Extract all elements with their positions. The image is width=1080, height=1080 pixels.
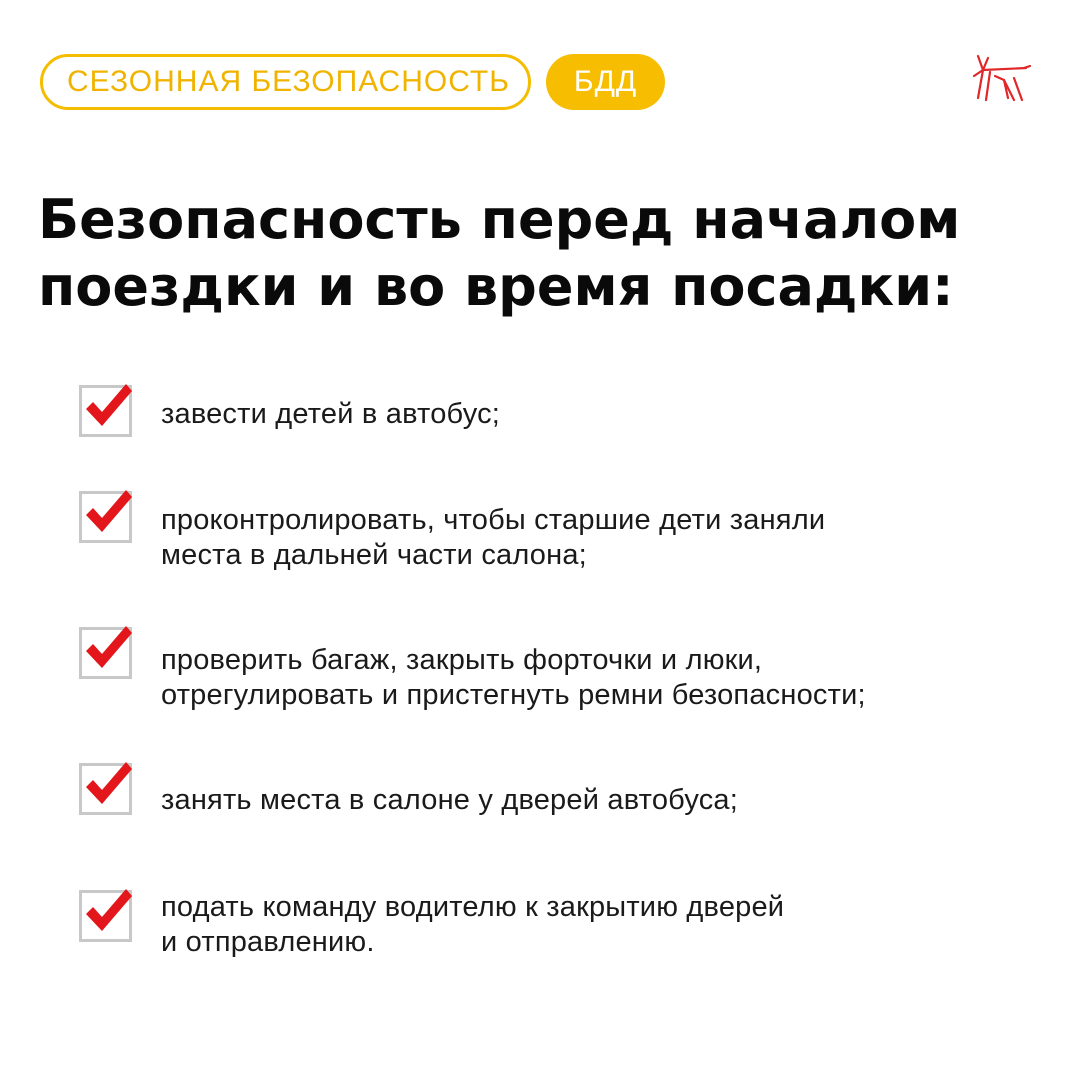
checklist-item — [79, 890, 1039, 960]
checkmark-icon — [80, 881, 138, 939]
logo-icon — [968, 50, 1034, 106]
season-tag: СЕЗОННАЯ БЕЗОПАСНОСТЬ — [40, 54, 531, 110]
checklist-item — [79, 627, 1039, 713]
checkbox — [79, 763, 132, 815]
checklist-item-text: проконтролировать, чтобы старшие дети заняли места в дальней части салона; — [161, 504, 826, 571]
checklist-item-text: проверить багаж, закрыть форточки и люки, отрегулировать и пристегнуть ремни безопасности; — [161, 644, 866, 711]
checkmark-icon — [80, 482, 138, 540]
checkbox — [79, 491, 132, 543]
checklist-item-text: занять места в салоне у дверей автобуса; — [161, 784, 738, 816]
section-tag: БДД — [546, 54, 665, 110]
checkmark-icon — [80, 376, 138, 434]
page-title: Безопасность перед началом поездки и во время посадки: — [38, 188, 961, 318]
checkbox — [79, 385, 132, 437]
checkmark-icon — [80, 618, 138, 676]
checklist-item — [79, 491, 1039, 573]
checkmark-icon — [80, 754, 138, 812]
checklist-item-text: подать команду водителю к закрытию дверей и отправлению. — [161, 891, 785, 958]
checklist-item-text: завести детей в автобус; — [161, 398, 501, 430]
checklist-item — [79, 385, 1039, 437]
checkbox — [79, 890, 132, 942]
checklist-item — [79, 763, 1039, 818]
tag-group — [40, 54, 665, 110]
checkbox — [79, 627, 132, 679]
